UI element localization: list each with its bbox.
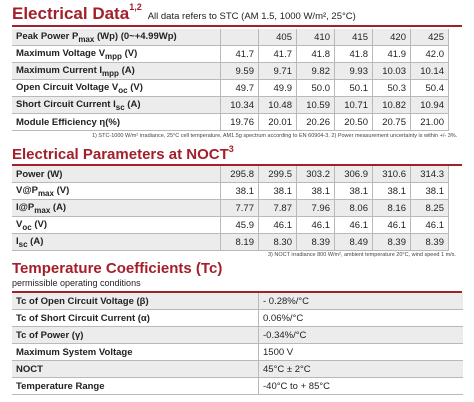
value-cell: 20.75 (373, 114, 411, 131)
row-label-unit: (V) (127, 81, 143, 93)
table-row (12, 361, 463, 378)
electrical-data-title: Electrical Data (12, 4, 130, 23)
noct-heading (12, 146, 234, 164)
row-label-unit: (V) (53, 184, 70, 196)
table-row (12, 46, 449, 63)
row-label (12, 63, 221, 80)
row-label: Maximum System Voltage (12, 344, 259, 361)
value-cell: 21.00 (411, 114, 449, 131)
value-cell: 9.82 (297, 63, 335, 80)
value-cell: 38.1 (297, 183, 335, 200)
value-cell: 49.7 (221, 80, 259, 97)
row-label-subscript: max (34, 205, 51, 215)
value-cell: 9.71 (259, 63, 297, 80)
value-cell: 425 (411, 29, 449, 46)
value-cell: 41.9 (373, 46, 411, 63)
row-label-text: Module Efficiency η(%) (16, 116, 120, 128)
value-cell: 41.7 (221, 46, 259, 63)
electrical-rule (12, 25, 462, 27)
value-cell: 10.03 (373, 63, 411, 80)
row-label-text: V (16, 218, 23, 230)
table-row (12, 234, 449, 251)
value-cell: 50.0 (297, 80, 335, 97)
value-cell: 8.16 (373, 200, 411, 217)
value-cell: 10.71 (335, 97, 373, 114)
table-row (12, 310, 463, 327)
row-label-text: Peak Power P (16, 30, 79, 42)
row-label-subscript: sc (115, 102, 125, 112)
value-cell: 50.4 (411, 80, 449, 97)
row-label-text: Power (W) (16, 168, 63, 180)
noct-footnote: 3) NOCT irradiance 800 W/m², ambient temperature 20°C, wind speed 1 m/s. (268, 252, 456, 258)
value-cell: 7.96 (297, 200, 335, 217)
row-label-subscript: oc (22, 222, 32, 232)
table-row (12, 293, 463, 310)
value-cell: 306.9 (335, 166, 373, 183)
row-label-text: Short Circuit Current I (16, 98, 116, 110)
row-label (12, 183, 221, 200)
value-cell: 42.0 (411, 46, 449, 63)
table-row (12, 327, 463, 344)
row-label-unit: (A) (50, 201, 67, 213)
value-cell: 420 (373, 29, 411, 46)
noct-sup: 3 (228, 144, 234, 154)
table-row (12, 378, 463, 395)
value-cell: 415 (335, 29, 373, 46)
row-label (12, 217, 221, 234)
row-label-text: I (16, 235, 19, 247)
value-cell: 8.19 (221, 234, 259, 251)
row-label-unit: (Wp) (0~+4.99Wp) (94, 30, 177, 42)
value-cell: 9.93 (335, 63, 373, 80)
value-cell: 50.3 (373, 80, 411, 97)
value-cell: 46.1 (335, 217, 373, 234)
row-label-text: I@P (16, 201, 35, 213)
row-label (12, 166, 221, 183)
value-cell: 20.50 (335, 114, 373, 131)
table-row (12, 29, 449, 46)
row-label (12, 97, 221, 114)
row-label (12, 114, 221, 131)
value-cell: 45.9 (221, 217, 259, 234)
value-cell (221, 29, 259, 46)
row-label-unit: (A) (27, 235, 44, 247)
row-label: Temperature Range (12, 378, 259, 395)
electrical-data-sup: 1,2 (129, 2, 142, 12)
value-cell: 8.49 (335, 234, 373, 251)
value-cell: 38.1 (335, 183, 373, 200)
value-cell: 41.8 (335, 46, 373, 63)
value-cell: 314.3 (411, 166, 449, 183)
row-label-subscript: oc (118, 85, 128, 95)
value-cell: 295.8 (221, 166, 259, 183)
value-cell: 7.77 (221, 200, 259, 217)
row-label-subscript: max (78, 34, 95, 44)
value-cell: 8.39 (297, 234, 335, 251)
row-label (12, 200, 221, 217)
value-cell: 10.82 (373, 97, 411, 114)
row-label-unit: (V) (121, 47, 138, 59)
row-label (12, 29, 221, 46)
value-cell: 1500 V (259, 344, 464, 361)
table-row (12, 114, 449, 131)
value-cell: 10.34 (221, 97, 259, 114)
tc-title: Temperature Coefficients (Tc) (12, 260, 223, 277)
value-cell: 46.1 (373, 217, 411, 234)
table-row (12, 200, 449, 217)
row-label-unit: (A) (124, 98, 141, 110)
value-cell: 410 (297, 29, 335, 46)
value-cell: 10.14 (411, 63, 449, 80)
table-row (12, 183, 449, 200)
row-label-text: Open Circuit Voltage V (16, 81, 119, 93)
row-label (12, 234, 221, 251)
value-cell: 50.1 (335, 80, 373, 97)
value-cell: 9.59 (221, 63, 259, 80)
value-cell: 46.1 (259, 217, 297, 234)
value-cell: 8.06 (335, 200, 373, 217)
value-cell: 8.39 (411, 234, 449, 251)
value-cell: -40°C to + 85°C (259, 378, 464, 395)
value-cell: 19.76 (221, 114, 259, 131)
row-label (12, 80, 221, 97)
value-cell: 49.9 (259, 80, 297, 97)
tc-subtitle: permissible operating conditions (12, 278, 141, 288)
electrical-data-table (12, 29, 449, 131)
row-label: Tc of Power (γ) (12, 327, 259, 344)
value-cell: 38.1 (221, 183, 259, 200)
value-cell: 299.5 (259, 166, 297, 183)
row-label-text: Maximum Current I (16, 64, 103, 76)
row-label: NOCT (12, 361, 259, 378)
value-cell: 10.94 (411, 97, 449, 114)
value-cell: 46.1 (411, 217, 449, 234)
value-cell: 38.1 (259, 183, 297, 200)
row-label-unit: (A) (118, 64, 135, 76)
value-cell: 45°C ± 2°C (259, 361, 464, 378)
tc-heading (12, 260, 222, 278)
row-label-text: Maximum Voltage V (16, 47, 106, 59)
value-cell: 41.8 (297, 46, 335, 63)
value-cell: -0.34%/°C (259, 327, 464, 344)
table-row (12, 166, 449, 183)
row-label: Tc of Open Circuit Voltage (β) (12, 293, 259, 310)
value-cell: 310.6 (373, 166, 411, 183)
table-row (12, 97, 449, 114)
value-cell: 8.25 (411, 200, 449, 217)
electrical-data-heading (12, 4, 356, 24)
value-cell: 38.1 (373, 183, 411, 200)
table-row (12, 80, 449, 97)
value-cell: 46.1 (297, 217, 335, 234)
row-label: Tc of Short Circuit Current (α) (12, 310, 259, 327)
table-row (12, 217, 449, 234)
value-cell: 38.1 (411, 183, 449, 200)
row-label-unit: (V) (31, 218, 47, 230)
value-cell: - 0.28%/°C (259, 293, 464, 310)
value-cell: 20.01 (259, 114, 297, 131)
value-cell: 8.39 (373, 234, 411, 251)
row-label (12, 46, 221, 63)
value-cell: 405 (259, 29, 297, 46)
electrical-footnote: 1) STC-1000 W/m² irradiance, 25°C cell temperature, AM1.5g spectrum according to EN 60904-3. 2) Power measurement uncertainty is within +/- 3%. (92, 133, 458, 139)
stc-note: All data refers to STC (AM 1.5, 1000 W/m², 25°C) (147, 11, 356, 22)
value-cell: 303.2 (297, 166, 335, 183)
value-cell: 8.30 (259, 234, 297, 251)
table-row (12, 344, 463, 361)
value-cell: 20.26 (297, 114, 335, 131)
table-row (12, 63, 449, 80)
value-cell: 10.48 (259, 97, 297, 114)
noct-title: Electrical Parameters at NOCT (12, 146, 229, 163)
row-label-subscript: mpp (105, 51, 122, 61)
row-label-text: V@P (16, 184, 38, 196)
row-label-subscript: max (37, 188, 54, 198)
value-cell: 0.06%/°C (259, 310, 464, 327)
value-cell: 10.59 (297, 97, 335, 114)
noct-table (12, 166, 449, 251)
row-label-subscript: mpp (102, 68, 119, 78)
value-cell: 7.87 (259, 200, 297, 217)
value-cell: 41.7 (259, 46, 297, 63)
tc-table (12, 293, 463, 395)
row-label-subscript: sc (18, 239, 28, 249)
